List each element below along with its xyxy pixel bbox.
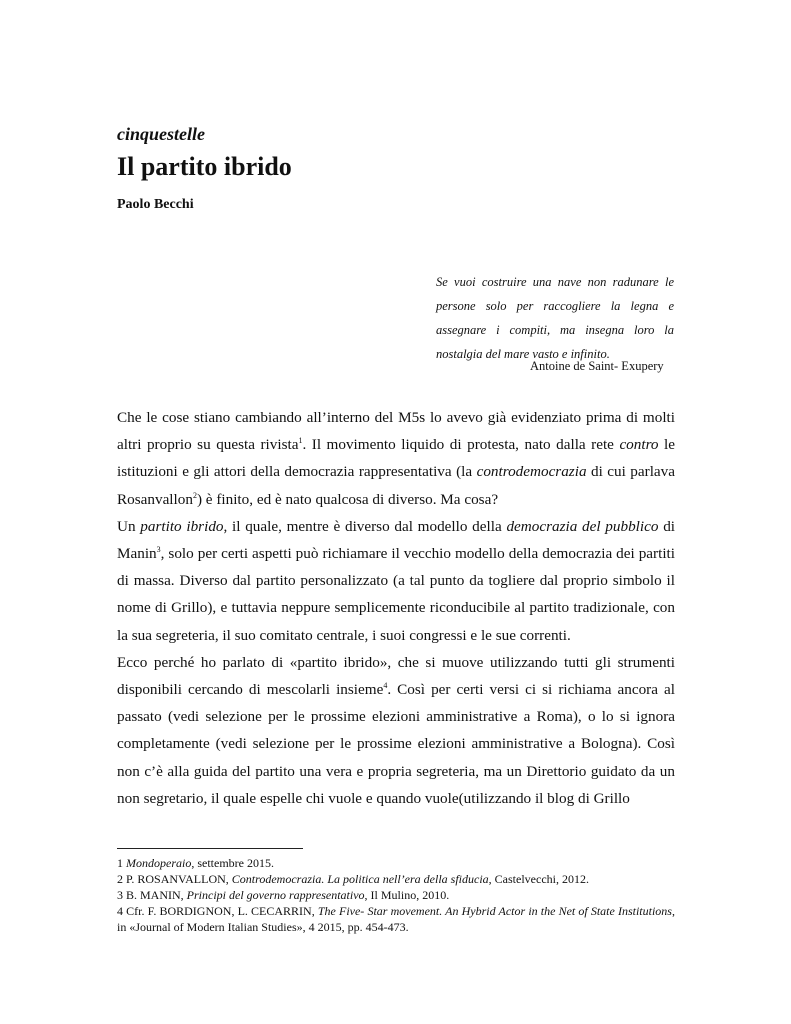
footnote-1: 1 Mondoperaio, settembre 2015. [117, 856, 274, 870]
article-title: Il partito ibrido [117, 152, 292, 181]
paragraph-2: Un partito ibrido, il quale, mentre è diverso dal modello della democrazia del pubblico di Manin$^3$, solo per certi aspetti può richiamare il vecchio modello della democrazia dei partiti di massa. Diverso dal partito personalizzato (a tal punto da togliere dal proprio simbolo il nome di Grillo), e tuttavia neppure semplicemente riconducibile al partito tradizionale, con la sua segreteria, il suo comitato centrale, i suoi congressi e le sue correnti. [117, 517, 676, 644]
footnote-ref-4[interactable]: 4 [383, 680, 388, 690]
author-name: Paolo Becchi [117, 197, 194, 212]
footnote-ref-3[interactable]: 3 [156, 544, 161, 554]
footnotes [117, 855, 675, 935]
section-kicker: cinquestelle [117, 124, 205, 144]
footnote-4: 4 Cfr. F. BORDIGNON, L. CECARRIN, The Five- Star movement. An Hybrid Actor in the Net of State Institutions, in «Journal of Modern Italian Studies», 4 2015, pp. 454-473. [117, 904, 675, 934]
article-body [117, 404, 675, 812]
footnote-ref-2[interactable]: 2 [192, 490, 197, 500]
epigraph-quote: Se vuoi costruire una nave non radunare le persone solo per raccogliere la legna e assegnare i compiti, ma insegna loro la nostalgia del mare vasto e infinito. [436, 275, 674, 361]
footnote-ref-1[interactable]: 1 [298, 436, 303, 446]
footnote-divider [117, 848, 303, 849]
paragraph-1: Che le cose stiano cambiando all’interno del M5s lo avevo già evidenziato prima di molti altri proprio su questa rivista$^1$. Il movimento liquido di protesta, nato dalla rete contro le istituzioni e gli attori della democrazia rappresentativa (la controdemocrazia di cui parlava Rosanvallon$^2$) è finito, ed è nato qualcosa di diverso. Ma cosa? [117, 409, 675, 508]
epigraph-attribution: Antoine de Saint- Exupery [530, 359, 664, 373]
footnote-2: 2 P. ROSANVALLON, Controdemocrazia. La politica nell’era della sfiducia, Castelvecchi, 2012. [117, 872, 589, 886]
footnote-3: 3 B. MANIN, Principi del governo rappresentativo, Il Mulino, 2010. [117, 888, 450, 902]
paragraph-3: Ecco perché ho parlato di «partito ibrido», che si muove utilizzando tutti gli strumenti disponibili cercando di mescolarli insieme$^4$. Così per certi versi ci si richiama ancora al passato (vedi selezione per le prossime elezioni amministrative a Roma), o lo si ignora completamente (vedi selezione per le prossime elezioni amministrative a Bologna). Così non c’è alla guida del partito una vera e propria segreteria, ma un Direttorio guidato da un non segretario, il quale espelle chi vuole e quando vuole(utilizzando il blog di Grillo [117, 653, 675, 807]
